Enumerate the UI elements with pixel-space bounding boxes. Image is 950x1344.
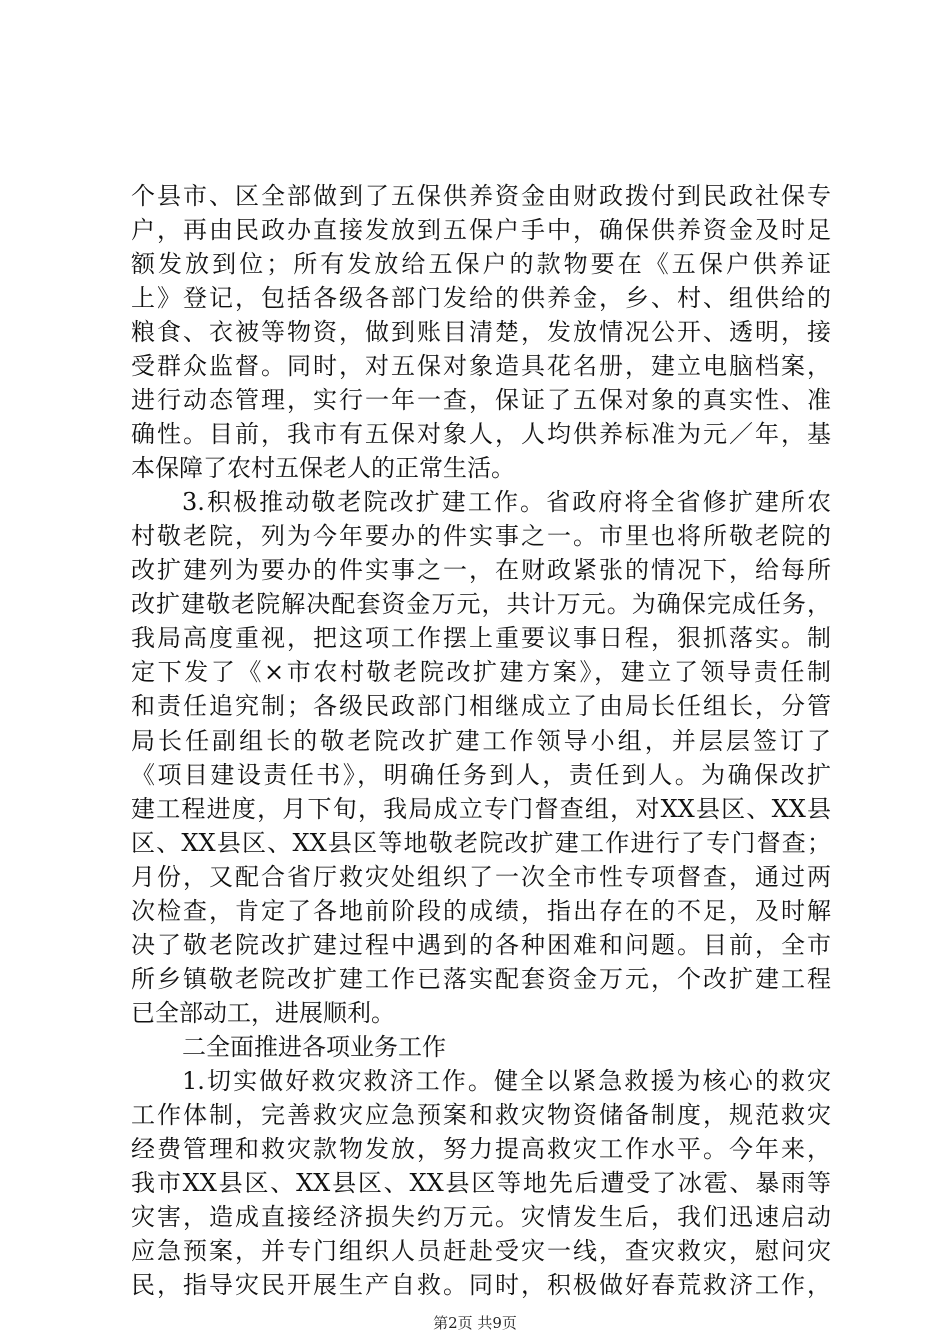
text-line: 民，指导灾民开展生产自救。同时，积极做好春荒救济工作， [131,1271,831,1299]
text-line: 村敬老院，列为今年要办的件实事之一。市里也将所敬老院的 [131,522,831,550]
text-line: 经费管理和救灾款物发放，努力提高救灾工作水平。今年来， [131,1135,831,1163]
text-line: 改扩建列为要办的件实事之一，在财政紧张的情况下，给每所 [131,556,831,584]
text-line: 我局高度重视，把这项工作摆上重要议事日程，狠抓落实。制 [131,624,831,652]
text-line: 区、XX县区、XX县区等地敬老院改扩建工作进行了专门督查； [131,829,831,857]
page-number-footer: 第2页 共9页 [433,1314,517,1332]
text-line: 所乡镇敬老院改扩建工作已落实配套资金万元，个改扩建工程 [131,965,831,993]
text-line: 决了敬老院改扩建过程中遇到的各种困难和问题。目前，全市 [131,931,831,959]
text-line: 定下发了《×市农村敬老院改扩建方案》，建立了领导责任制 [131,658,831,686]
text-line: 建工程进度，月下旬，我局成立专门督查组，对XX县区、XX县 [131,795,831,823]
text-line: 上》登记，包括各级各部门发给的供养金，乡、村、组供给的 [131,284,831,312]
text-line: 粮食、衣被等物资，做到账目清楚，发放情况公开、透明，接 [131,318,831,346]
text-line: 额发放到位；所有发放给五保户的款物要在《五保户供养证 [131,250,831,278]
section-item-heading: 1.切实做好救灾救济工作。健全以紧急救援为核心的救灾 [182,1067,831,1095]
text-line: 应急预案，并专门组织人员赶赴受灾一线，查灾救灾，慰问灾 [131,1237,831,1265]
text-line: 《项目建设责任书》，明确任务到人，责任到人。为确保改扩 [131,761,831,789]
section-heading: 二全面推进各项业务工作 [182,1033,446,1061]
text-line: 我市XX县区、XX县区、XX县区等地先后遭受了冰雹、暴雨等 [131,1169,831,1197]
text-line: 受群众监督。同时，对五保对象造具花名册，建立电脑档案， [131,352,831,380]
text-line: 灾害，造成直接经济损失约万元。灾情发生后，我们迅速启动 [131,1203,831,1231]
text-line: 和责任追究制；各级民政部门相继成立了由局长任组长，分管 [131,692,831,720]
text-line: 本保障了农村五保老人的正常生活。 [131,454,515,482]
text-line: 局长任副组长的敬老院改扩建工作领导小组，并层层签订了 [131,727,831,755]
section-item-heading: 3.积极推动敬老院改扩建工作。省政府将全省修扩建所农 [182,488,831,516]
text-line: 月份，又配合省厅救灾处组织了一次全市性专项督查，通过两 [131,863,831,891]
text-line: 确性。目前，我市有五保对象人，人均供养标准为元／年，基 [131,420,831,448]
text-line: 改扩建敬老院解决配套资金万元，共计万元。为确保完成任务， [131,590,831,618]
text-line: 个县市、区全部做到了五保供养资金由财政拨付到民政社保专 [131,182,831,210]
text-line: 已全部动工，进展顺利。 [131,999,395,1027]
text-line: 户，再由民政办直接发放到五保户手中，确保供养资金及时足 [131,216,831,244]
text-line: 进行动态管理，实行一年一查，保证了五保对象的真实性、准 [131,386,831,414]
text-line: 次检查，肯定了各地前阶段的成绩，指出存在的不足，及时解 [131,897,831,925]
text-line: 工作体制，完善救灾应急预案和救灾物资储备制度，规范救灾 [131,1101,831,1129]
